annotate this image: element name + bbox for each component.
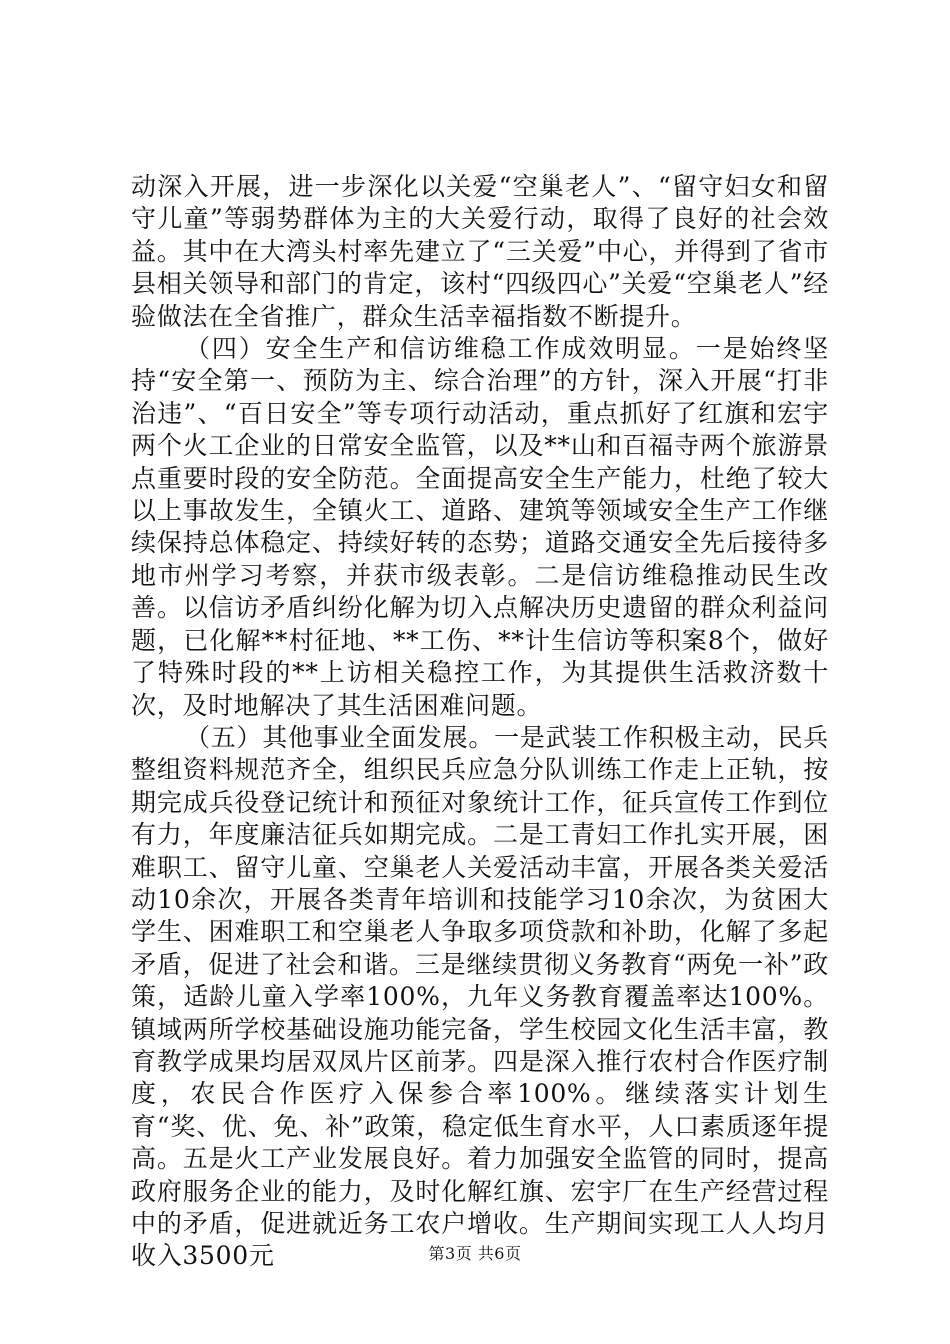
document-body bbox=[131, 171, 829, 1273]
paragraph-3: （五）其他事业全面发展。一是武装工作积极主动，民兵整组资料规范齐全，组织民兵应急分队训练工作走上正轨，按期完成兵役登记统计和预征对象统计工作，征兵宣传工作到位有力，年度廉洁征兵如期完成。二是工青妇工作扎实开展，困难职工、留守儿童、空巢老人关爱活动丰富，开展各类关爱活动10余次，开展各类青年培训和技能学习10余次，为贫困大学生、困难职工和空巢老人争取多项贷款和补助，化解了多起矛盾，促进了社会和谐。三是继续贯彻义务教育“两免一补”政策，适龄儿童入学率100%，九年义务教育覆盖率达100%。镇域两所学校基础设施功能完备，学生校园文化生活丰富，教育教学成果均居双凤片区前茅。四是深入推行农村合作医疗制度，农民合作医疗入保参合率100%。继续落实计划生育“奖、优、免、补”政策，稳定低生育水平，人口素质逐年提高。五是火工产业发展良好。着力加强安全监管的同时，提高政府服务企业的能力，及时化解红旗、宏宇厂在生产经营过程中的矛盾，促进就近务工农户增收。生产期间实现工人人均月收入3500元 bbox=[131, 722, 829, 1271]
page-number-footer: 第3页 共6页 bbox=[428, 1244, 522, 1263]
paragraph-2: （四）安全生产和信访维稳工作成效明显。一是始终坚持“安全第一、预防为主、综合治理”的方针，深入开展“打非治违”、“百日安全”等专项行动活动，重点抓好了红旗和宏宇两个火工企业的日常安全监管，以及**山和百福寺两个旅游景点重要时段的安全防范。全面提高安全生产能力，杜绝了较大以上事故发生，全镇火工、道路、建筑等领域安全生产工作继续保持总体稳定、持续好转的态势；道路交通安全先后接待多地市州学习考察，并获市级表彰。二是信访维稳推动民生改善。以信访矛盾纠纷化解为切入点解决历史遗留的群众利益问题，已化解**村征地、**工伤、**计生信访等积案8个，做好了特殊时段的**上访相关稳控工作，为其提供生活救济数十次，及时地解决了其生活困难问题。 bbox=[131, 334, 829, 720]
paragraph-1: 动深入开展，进一步深化以关爱“空巢老人”、“留守妇女和留守儿童”等弱势群体为主的大关爱行动，取得了良好的社会效益。其中在大湾头村率先建立了“三关爱”中心，并得到了省市县相关领导和部门的肯定，该村“四级四心”关爱“空巢老人”经验做法在全省推广，群众生活幸福指数不断提升。 bbox=[131, 172, 829, 331]
